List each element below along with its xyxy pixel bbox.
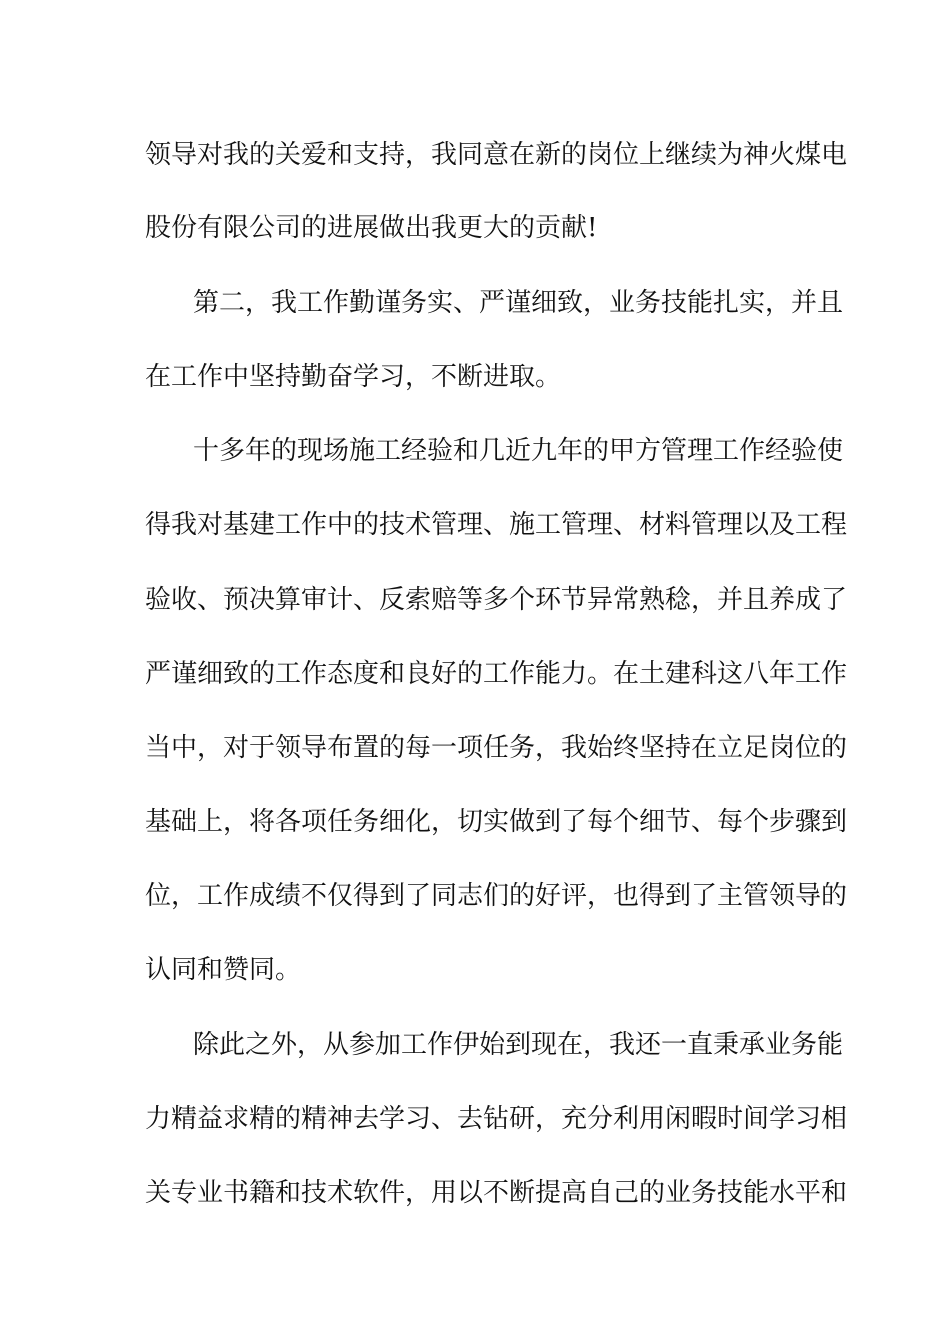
paragraph-line: 位，工作成绩不仅得到了同志们的好评，也得到了主管领导的 (145, 881, 848, 911)
paragraph-line: 股份有限公司的进展做出我更大的贡献! (145, 213, 598, 243)
paragraph-line: 第二，我工作勤谨务实、严谨细致，业务技能扎实，并且 (193, 288, 844, 318)
paragraph-line: 领导对我的关爱和支持，我同意在新的岗位上继续为神火煤电 (145, 140, 848, 170)
paragraph-line: 在工作中坚持勤奋学习，不断进取。 (145, 362, 562, 392)
paragraph-line: 得我对基建工作中的技术管理、施工管理、材料管理以及工程 (145, 510, 848, 540)
paragraph-line: 验收、预决算审计、反索赔等多个环节异常熟稔，并且养成了 (145, 585, 848, 615)
paragraph-line: 除此之外，从参加工作伊始到现在，我还一直秉承业务能 (193, 1030, 844, 1060)
paragraph-line: 十多年的现场施工经验和几近九年的甲方管理工作经验使 (193, 436, 844, 466)
paragraph-line: 基础上，将各项任务细化，切实做到了每个细节、每个步骤到 (145, 807, 848, 837)
paragraph-line: 力精益求精的精神去学习、去钻研，充分利用闲暇时间学习相 (145, 1104, 848, 1134)
paragraph-line: 严谨细致的工作态度和良好的工作能力。在土建科这八年工作 (145, 659, 848, 689)
paragraph-line: 认同和赞同。 (145, 955, 302, 985)
paragraph-line: 当中，对于领导布置的每一项任务，我始终坚持在立足岗位的 (145, 733, 848, 763)
paragraph-line: 关专业书籍和技术软件，用以不断提高自己的业务技能水平和 (145, 1178, 848, 1208)
